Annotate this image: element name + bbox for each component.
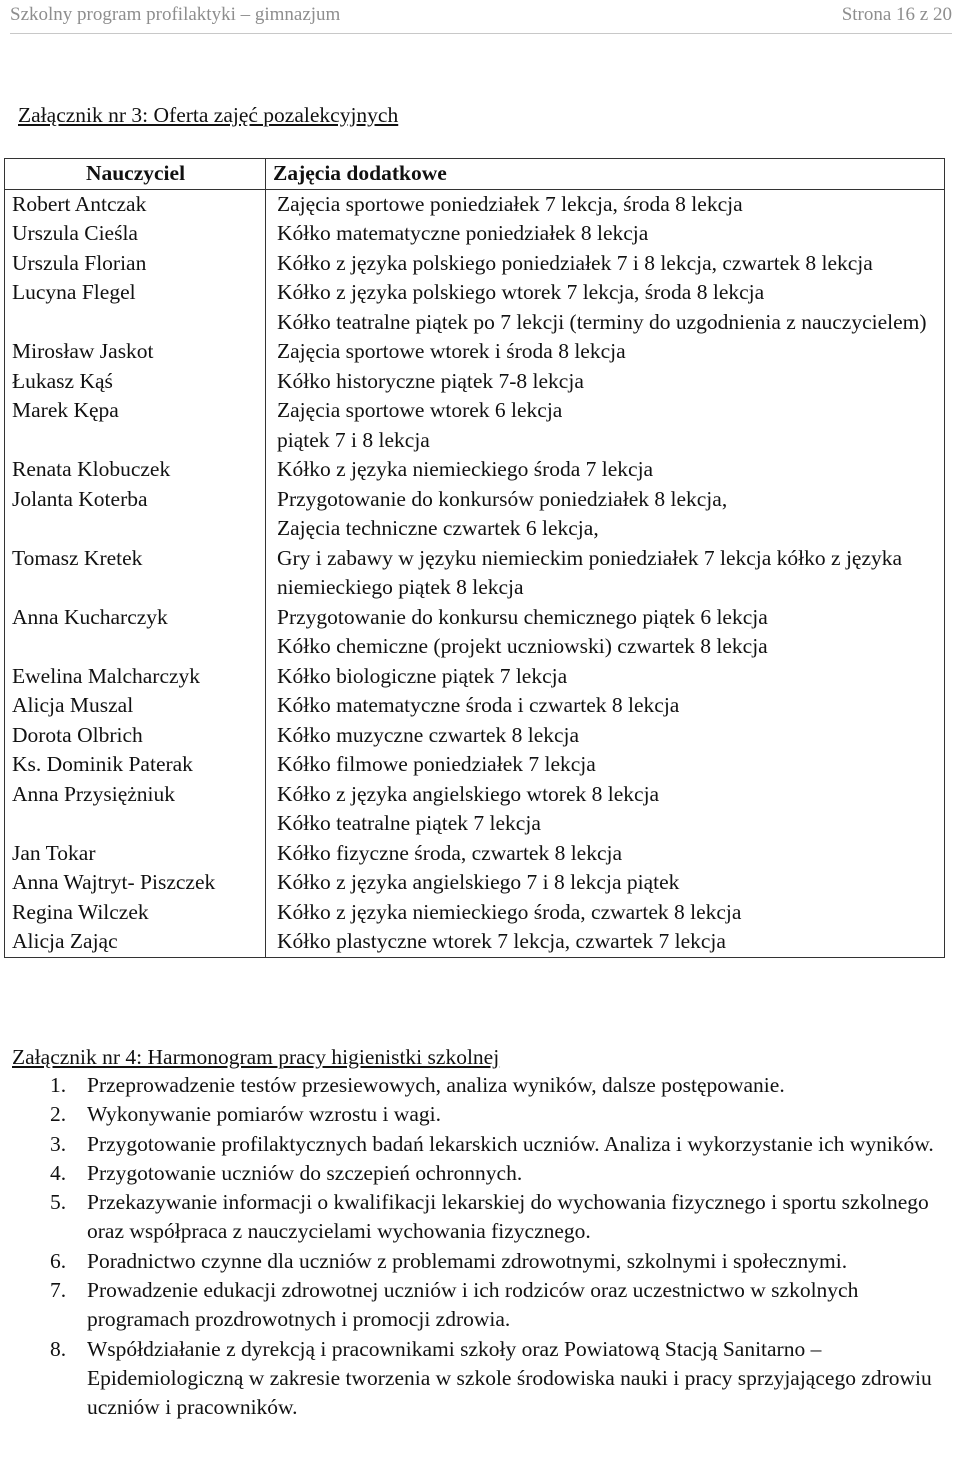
list-item-text: Wykonywanie pomiarów wzrostu i wagi. — [87, 1102, 441, 1127]
attachment-4-title: Załącznik nr 4: Harmonogram pracy higienistki szkolnej — [12, 1045, 500, 1069]
teacher-name: Ks. Dominik Paterak — [5, 750, 266, 780]
activity-line: Zajęcia sportowe wtorek 6 lekcja — [277, 398, 563, 422]
activity-line: Kółko z języka polskiego poniedziałek 7 i 8 lekcja, czwartek 8 lekcja — [277, 250, 873, 275]
table-row — [5, 898, 945, 928]
document-title: Szkolny program profilaktyki – gimnazjum — [10, 4, 341, 25]
table-row — [5, 721, 945, 751]
table-row — [5, 189, 945, 219]
teacher-name: Alicja Muszal — [5, 691, 266, 721]
teacher-name: Alicja Zając — [5, 927, 266, 957]
activity-line: Zajęcia sportowe wtorek i środa 8 lekcja — [277, 339, 626, 363]
list-item-text: Współdziałanie z dyrekcją i pracownikami szkoły oraz Powiatową Stacją Sanitarno – Epidemiologiczną w zakresie tworzenia w szkole środowiska nauki i pracy sprzyjającego zdrowiu uczniów i pracowników. — [87, 1336, 932, 1420]
list-item-number: 4. — [50, 1160, 67, 1185]
table-row — [5, 249, 945, 279]
table-row — [5, 219, 945, 249]
activity-line: Kółko matematyczne środa i czwartek 8 lekcja — [277, 693, 680, 717]
list-item-text: Przygotowanie profilaktycznych badań lekarskich uczniów. Analiza i wykorzystanie ich wyników. — [87, 1131, 934, 1156]
activity-cell — [266, 691, 945, 721]
activity-cell — [266, 898, 945, 928]
table-row — [5, 868, 945, 898]
activity-cell — [266, 868, 945, 898]
list-item-text: Prowadzenie edukacji zdrowotnej uczniów i ich rodziców oraz uczestnictwo w szkolnych programach prozdrowotnych i promocji zdrowia. — [87, 1278, 859, 1332]
activity-line: Kółko historyczne piątek 7-8 lekcja — [277, 368, 584, 393]
table-row — [5, 927, 945, 957]
activities-column-header: Zajęcia dodatkowe — [266, 159, 945, 190]
activity-cell — [266, 780, 945, 839]
table-row — [5, 780, 945, 839]
teacher-name: Regina Wilczek — [5, 898, 266, 928]
activity-cell — [266, 839, 945, 869]
activity-cell — [266, 485, 945, 544]
list-item — [50, 1071, 945, 1100]
activity-line: Zajęcia techniczne czwartek 6 lekcja, — [277, 516, 599, 540]
page-number: Strona 16 z 20 — [841, 4, 952, 25]
teacher-name: Jolanta Koterba — [5, 485, 266, 544]
teacher-name: Lucyna Flegel — [5, 278, 266, 337]
activity-cell — [266, 367, 945, 397]
table-row — [5, 691, 945, 721]
table-row — [5, 544, 945, 603]
table-body — [5, 189, 945, 957]
activity-line: Kółko teatralne piątek po 7 lekcji (terminy do uzgodnienia z nauczycielem) — [277, 309, 927, 334]
table-row — [5, 367, 945, 397]
activity-line: Gry i zabawy w języku niemieckim poniedziałek 7 lekcja kółko z języka niemieckiego piątek 8 lekcja — [277, 545, 903, 599]
list-item — [50, 1130, 945, 1159]
activity-line: Kółko chemiczne (projekt uczniowski) czwartek 8 lekcja — [277, 634, 768, 658]
activity-cell — [266, 455, 945, 485]
list-item-number: 1. — [50, 1073, 67, 1097]
table-row — [5, 396, 945, 455]
table-row — [5, 278, 945, 337]
list-item — [50, 1247, 945, 1276]
activity-line: Kółko fizyczne środa, czwartek 8 lekcja — [277, 840, 623, 865]
activity-line: Kółko z języka niemieckiego środa, czwartek 8 lekcja — [277, 899, 742, 924]
activity-line: Kółko teatralne piątek 7 lekcja — [277, 811, 541, 835]
activity-line: Kółko z języka angielskiego wtorek 8 lekcja — [277, 781, 660, 806]
list-item — [50, 1159, 945, 1188]
activity-cell — [266, 278, 945, 337]
teacher-name: Anna Przysiężniuk — [5, 780, 266, 839]
activity-line: piątek 7 i 8 lekcja — [277, 427, 430, 452]
list-item-text: Poradnictwo czynne dla uczniów z problemami zdrowotnymi, szkolnymi i społecznymi. — [87, 1248, 848, 1273]
teacher-name: Dorota Olbrich — [5, 721, 266, 751]
activity-cell — [266, 337, 945, 367]
table-row — [5, 662, 945, 692]
activity-cell — [266, 189, 945, 219]
activity-line: Przygotowanie do konkursów poniedziałek 8 lekcja, — [277, 486, 728, 511]
list-item — [50, 1188, 945, 1247]
page-header — [10, 0, 952, 30]
list-item-text: Przeprowadzenie testów przesiewowych, analiza wyników, dalsze postępowanie. — [87, 1073, 785, 1097]
table-row — [5, 485, 945, 544]
teacher-name: Tomasz Kretek — [5, 544, 266, 603]
teacher-name: Jan Tokar — [5, 839, 266, 869]
table-row — [5, 455, 945, 485]
activity-cell — [266, 721, 945, 751]
activity-cell — [266, 603, 945, 662]
list-item-text: Przekazywanie informacji o kwalifikacji lekarskiej do wychowania fizycznego i sportu szkolnego oraz współpraca z nauczycielami wychowania fizycznego. — [87, 1190, 929, 1244]
teacher-name: Łukasz Kąś — [5, 367, 266, 397]
activity-line: Zajęcia sportowe poniedziałek 7 lekcja, środa 8 lekcja — [277, 191, 743, 216]
teacher-name: Marek Kępa — [5, 396, 266, 455]
attachment-3-title: Załącznik nr 3: Oferta zajęć pozalekcyjnych — [18, 103, 399, 127]
activity-line: Kółko muzyczne czwartek 8 lekcja — [277, 722, 580, 747]
activity-line: Kółko z języka polskiego wtorek 7 lekcja, środa 8 lekcja — [277, 280, 765, 304]
activity-line: Kółko matematyczne poniedziałek 8 lekcja — [277, 221, 649, 245]
table-row — [5, 750, 945, 780]
list-item-number: 3. — [50, 1131, 67, 1156]
list-item-text: Przygotowanie uczniów do szczepień ochronnych. — [87, 1160, 523, 1185]
teacher-name: Mirosław Jaskot — [5, 337, 266, 367]
activity-cell — [266, 249, 945, 279]
activity-line: Kółko z języka angielskiego 7 i 8 lekcja piątek — [277, 870, 680, 894]
activity-cell — [266, 662, 945, 692]
activity-cell — [266, 927, 945, 957]
list-item-number: 2. — [50, 1102, 67, 1127]
activity-line: Kółko biologiczne piątek 7 lekcja — [277, 663, 568, 688]
activity-cell — [266, 219, 945, 249]
table-row — [5, 839, 945, 869]
list-item-number: 5. — [50, 1190, 67, 1215]
teacher-name: Urszula Florian — [5, 249, 266, 279]
teacher-name: Robert Antczak — [5, 189, 266, 219]
list-item-number: 6. — [50, 1248, 67, 1273]
teacher-column-header: Nauczyciel — [5, 159, 266, 190]
activity-cell — [266, 544, 945, 603]
activity-cell — [266, 750, 945, 780]
activities-table — [4, 158, 945, 958]
table-header-row — [5, 159, 945, 190]
list-item — [50, 1276, 945, 1335]
activity-line: Kółko z języka niemieckiego środa 7 lekcja — [277, 457, 654, 481]
activity-line: Przygotowanie do konkursu chemicznego piątek 6 lekcja — [277, 604, 768, 629]
teacher-name: Anna Wajtryt- Piszczek — [5, 868, 266, 898]
table-row — [5, 603, 945, 662]
table-row — [5, 337, 945, 367]
header-divider — [10, 33, 952, 34]
list-item — [50, 1335, 945, 1423]
activity-line: Kółko plastyczne wtorek 7 lekcja, czwartek 7 lekcja — [277, 929, 726, 953]
hygienist-tasks-list — [50, 1071, 945, 1423]
teacher-name: Renata Klobuczek — [5, 455, 266, 485]
teacher-name: Ewelina Malcharczyk — [5, 662, 266, 692]
list-item-number: 8. — [50, 1336, 67, 1361]
list-item — [50, 1100, 945, 1129]
activity-line: Kółko filmowe poniedziałek 7 lekcja — [277, 752, 596, 776]
teacher-name: Urszula Cieśla — [5, 219, 266, 249]
teacher-name: Anna Kucharczyk — [5, 603, 266, 662]
list-item-number: 7. — [50, 1278, 67, 1303]
activity-cell — [266, 396, 945, 455]
